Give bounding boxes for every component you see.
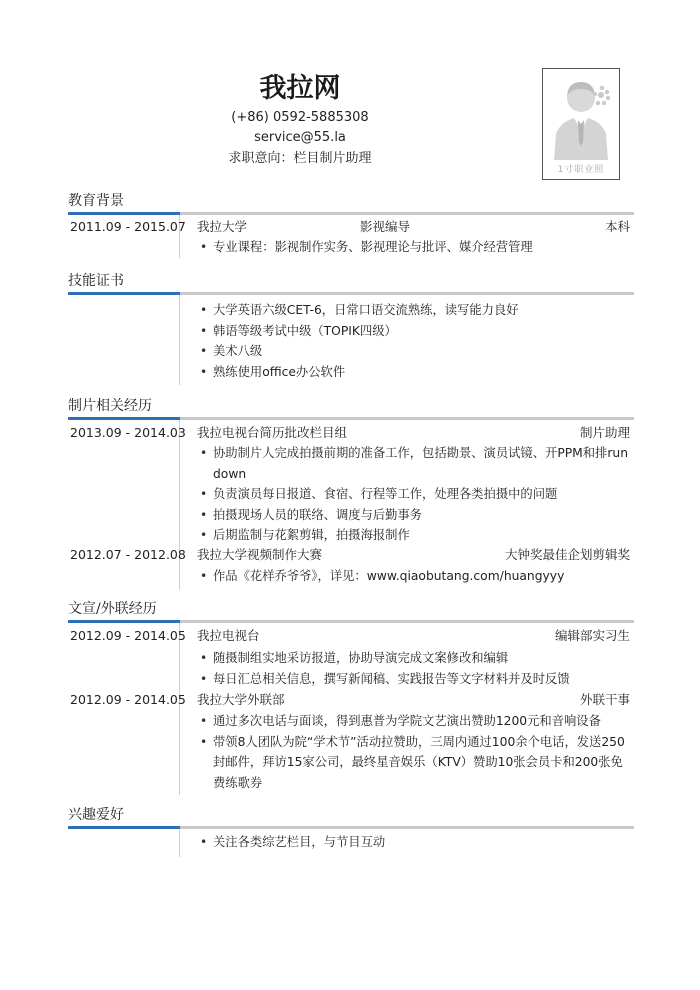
entry-date: 2012.09 - 2014.05	[70, 692, 186, 707]
section-title: 兴趣爱好	[68, 807, 124, 823]
organization-name: 我拉大学视频制作大赛	[197, 547, 323, 562]
email-address: service@55.la	[254, 130, 346, 145]
organization-name: 我拉大学外联部	[197, 692, 285, 707]
resume-header	[0, 70, 600, 170]
list-item: • 大学英语六级CET-6，日常口语交流熟练，读写能力良好	[197, 300, 631, 321]
role-title: 制片助理	[579, 425, 630, 440]
photo-placeholder	[542, 68, 620, 180]
candidate-name: 我拉网	[259, 73, 341, 104]
production-details	[197, 443, 631, 546]
section-production	[68, 395, 634, 420]
section-divider	[68, 292, 634, 295]
school-name: 我拉大学	[197, 219, 248, 234]
role-title: 编辑部实习生	[554, 628, 630, 643]
list-item: • 带领8人团队为院“学术节”活动拉赞助，三周内通过100余个电话，发送250封邮件，拜访15家公司，最终星音娱乐（KTV）赞助10张会员卡和200张免费练歌券	[197, 732, 631, 794]
promotion-entry	[70, 626, 630, 646]
role-title: 大钟奖最佳企划剪辑奖	[504, 547, 630, 562]
organization-name: 我拉电视台	[197, 628, 260, 643]
role-title: 外联干事	[579, 692, 630, 707]
section-title: 教育背景	[68, 193, 124, 209]
section-promotion	[68, 598, 634, 623]
list-item: • 拍摄现场人员的联络、调度与后勤事务	[197, 505, 631, 526]
list-item: • 每日汇总相关信息，撰写新闻稿、实践报告等文字材料并及时反馈	[197, 669, 631, 690]
list-item: • 专业课程：影视制作实务、影视理论与批评、媒介经营管理	[197, 237, 631, 258]
promotion-entry	[70, 690, 630, 710]
production-entry	[70, 423, 630, 443]
phone-number: (+86) 0592-5885308	[231, 110, 369, 125]
list-item: • 通过多次电话与面谈，得到惠普为学院文艺演出赞助1200元和音响设备	[197, 711, 631, 732]
photo-caption: 1寸职业照	[557, 165, 605, 175]
promotion-details	[197, 711, 631, 793]
list-item: • 美术八级	[197, 341, 631, 362]
person-silhouette-icon	[546, 72, 616, 160]
section-title: 技能证书	[68, 273, 124, 289]
section-hobbies	[68, 804, 634, 829]
column-divider	[179, 829, 180, 857]
promotion-details	[197, 648, 631, 689]
section-title: 文宣/外联经历	[68, 601, 157, 617]
section-divider	[68, 826, 634, 829]
section-divider	[68, 417, 634, 420]
section-skills	[68, 270, 634, 295]
organization-name: 我拉电视台简历批改栏目组	[197, 425, 348, 440]
list-item: • 后期监制与花絮剪辑，拍摄海报制作	[197, 525, 631, 546]
section-divider	[68, 212, 634, 215]
list-item: • 负责演员每日报道、食宿、行程等工作，处理各类拍摄中的问题	[197, 484, 631, 505]
degree-name: 本科	[604, 219, 630, 234]
entry-date: 2011.09 - 2015.07	[70, 219, 186, 234]
education-entry	[70, 217, 630, 237]
column-divider	[179, 295, 180, 385]
production-details	[197, 566, 631, 587]
list-item: • 关注各类综艺栏目，与节目互动	[197, 832, 631, 853]
entry-date: 2013.09 - 2014.03	[70, 425, 186, 440]
job-objective: 求职意向：栏目制片助理	[228, 151, 372, 166]
section-divider	[68, 620, 634, 623]
education-details	[197, 237, 631, 258]
production-entry	[70, 545, 630, 565]
list-item: • 作品《花样乔爷爷》，详见：www.qiaobutang.com/huangyyy	[197, 566, 631, 587]
list-item: • 熟练使用office办公软件	[197, 362, 631, 383]
section-title: 制片相关经历	[68, 398, 152, 414]
entry-date: 2012.09 - 2014.05	[70, 628, 186, 643]
entry-date: 2012.07 - 2012.08	[70, 547, 186, 562]
skills-list	[197, 300, 631, 382]
major-name: 影视编导	[360, 219, 411, 234]
section-education	[68, 190, 634, 215]
list-item: • 协助制片人完成拍摄前期的准备工作，包括勘景、演员试镜、开PPM和排run down	[197, 443, 631, 484]
list-item: • 韩语等级考试中级（TOPIK四级）	[197, 321, 631, 342]
hobbies-list	[197, 832, 631, 853]
list-item: • 随摄制组实地采访报道，协助导演完成文案修改和编辑	[197, 648, 631, 669]
